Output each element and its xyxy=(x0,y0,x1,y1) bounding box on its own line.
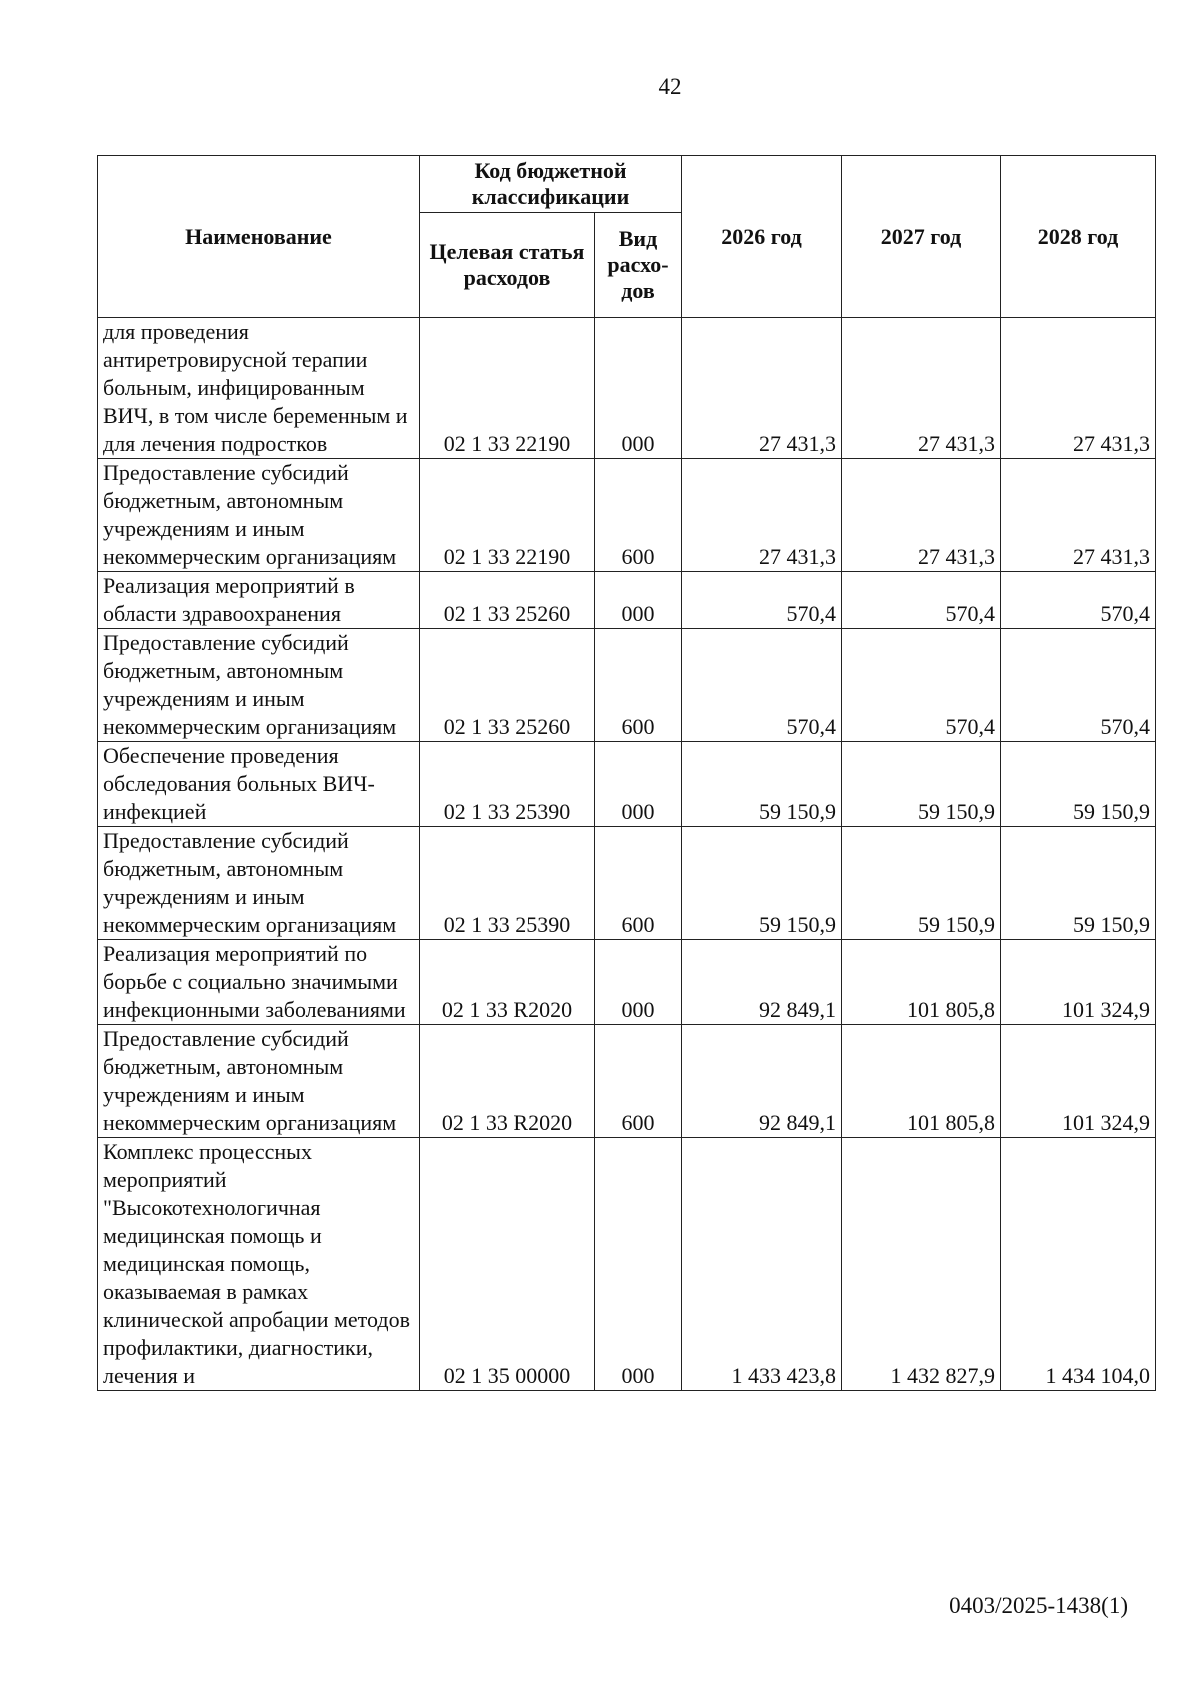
amount-2027-cell: 59 150,9 xyxy=(842,827,1001,940)
table-row xyxy=(98,459,1156,572)
amount-2026-cell: 92 849,1 xyxy=(682,940,842,1025)
header-target-article: Целевая статья расходов xyxy=(420,213,595,318)
target-article-cell: 02 1 33 25390 xyxy=(420,742,595,827)
header-year-2027: 2027 год xyxy=(842,156,1001,318)
header-year-2026: 2026 год xyxy=(682,156,842,318)
amount-2027-cell: 101 805,8 xyxy=(842,940,1001,1025)
page-number: 42 xyxy=(658,74,682,99)
amount-2027-cell: 1 432 827,9 xyxy=(842,1138,1001,1391)
expense-type-cell: 000 xyxy=(595,1138,682,1391)
amount-2027-cell: 570,4 xyxy=(842,572,1001,629)
header-year-2028: 2028 год xyxy=(1001,156,1156,318)
header-name: Наименование xyxy=(98,156,420,318)
amount-2027-cell: 27 431,3 xyxy=(842,318,1001,459)
amount-2028-cell: 59 150,9 xyxy=(1001,827,1156,940)
table-row xyxy=(98,572,1156,629)
row-name-cell: Предоставление субсидий бюджетным, автономным учреждениям и иным некоммерческим организациям xyxy=(98,459,420,572)
table-row xyxy=(98,940,1156,1025)
row-name-cell: для проведения антиретровирусной терапии больным, инфицированным ВИЧ, в том числе беременным и для лечения подростков xyxy=(98,318,420,459)
header-expense-type: Вид расхо-дов xyxy=(595,213,682,318)
row-name-cell: Предоставление субсидий бюджетным, автономным учреждениям и иным некоммерческим организациям xyxy=(98,1025,420,1138)
document-code: 0403/2025-1438(1) xyxy=(949,1593,1128,1618)
amount-2028-cell: 27 431,3 xyxy=(1001,459,1156,572)
row-name-cell: Предоставление субсидий бюджетным, автономным учреждениям и иным некоммерческим организациям xyxy=(98,827,420,940)
amount-2028-cell: 101 324,9 xyxy=(1001,940,1156,1025)
target-article-cell: 02 1 33 25390 xyxy=(420,827,595,940)
amount-2028-cell: 1 434 104,0 xyxy=(1001,1138,1156,1391)
target-article-cell: 02 1 33 22190 xyxy=(420,318,595,459)
amount-2026-cell: 570,4 xyxy=(682,572,842,629)
amount-2028-cell: 570,4 xyxy=(1001,572,1156,629)
table-row xyxy=(98,629,1156,742)
expense-type-cell: 600 xyxy=(595,827,682,940)
table-row xyxy=(98,827,1156,940)
expense-type-cell: 600 xyxy=(595,629,682,742)
row-name-cell: Реализация мероприятий в области здравоохранения xyxy=(98,572,420,629)
target-article-cell: 02 1 33 R2020 xyxy=(420,1025,595,1138)
budget-table xyxy=(97,155,1156,1391)
row-name-cell: Обеспечение проведения обследования больных ВИЧ-инфекцией xyxy=(98,742,420,827)
header-kbk-group: Код бюджетной классификации xyxy=(420,156,682,213)
table-row xyxy=(98,742,1156,827)
table-row xyxy=(98,1138,1156,1391)
target-article-cell: 02 1 33 25260 xyxy=(420,629,595,742)
amount-2026-cell: 1 433 423,8 xyxy=(682,1138,842,1391)
expense-type-cell: 000 xyxy=(595,742,682,827)
amount-2027-cell: 570,4 xyxy=(842,629,1001,742)
table-row xyxy=(98,318,1156,459)
target-article-cell: 02 1 33 22190 xyxy=(420,459,595,572)
amount-2026-cell: 27 431,3 xyxy=(682,459,842,572)
expense-type-cell: 600 xyxy=(595,459,682,572)
target-article-cell: 02 1 33 R2020 xyxy=(420,940,595,1025)
expense-type-cell: 000 xyxy=(595,940,682,1025)
row-name-cell: Комплекс процессных мероприятий "Высокотехнологичная медицинская помощь и медицинская помощь, оказываемая в рамках клинической апробации методов профилактики, диагностики, лечения и xyxy=(98,1138,420,1391)
amount-2028-cell: 570,4 xyxy=(1001,629,1156,742)
expense-type-cell: 600 xyxy=(595,1025,682,1138)
amount-2026-cell: 92 849,1 xyxy=(682,1025,842,1138)
target-article-cell: 02 1 33 25260 xyxy=(420,572,595,629)
row-name-cell: Реализация мероприятий по борьбе с социально значимыми инфекционными заболеваниями xyxy=(98,940,420,1025)
expense-type-cell: 000 xyxy=(595,572,682,629)
expense-type-cell: 000 xyxy=(595,318,682,459)
amount-2027-cell: 59 150,9 xyxy=(842,742,1001,827)
table-row xyxy=(98,1025,1156,1138)
table-header-row xyxy=(98,156,1156,213)
amount-2026-cell: 59 150,9 xyxy=(682,827,842,940)
amount-2026-cell: 570,4 xyxy=(682,629,842,742)
amount-2026-cell: 59 150,9 xyxy=(682,742,842,827)
amount-2028-cell: 101 324,9 xyxy=(1001,1025,1156,1138)
target-article-cell: 02 1 35 00000 xyxy=(420,1138,595,1391)
amount-2027-cell: 27 431,3 xyxy=(842,459,1001,572)
row-name-cell: Предоставление субсидий бюджетным, автономным учреждениям и иным некоммерческим организациям xyxy=(98,629,420,742)
amount-2026-cell: 27 431,3 xyxy=(682,318,842,459)
amount-2027-cell: 101 805,8 xyxy=(842,1025,1001,1138)
amount-2028-cell: 27 431,3 xyxy=(1001,318,1156,459)
amount-2028-cell: 59 150,9 xyxy=(1001,742,1156,827)
